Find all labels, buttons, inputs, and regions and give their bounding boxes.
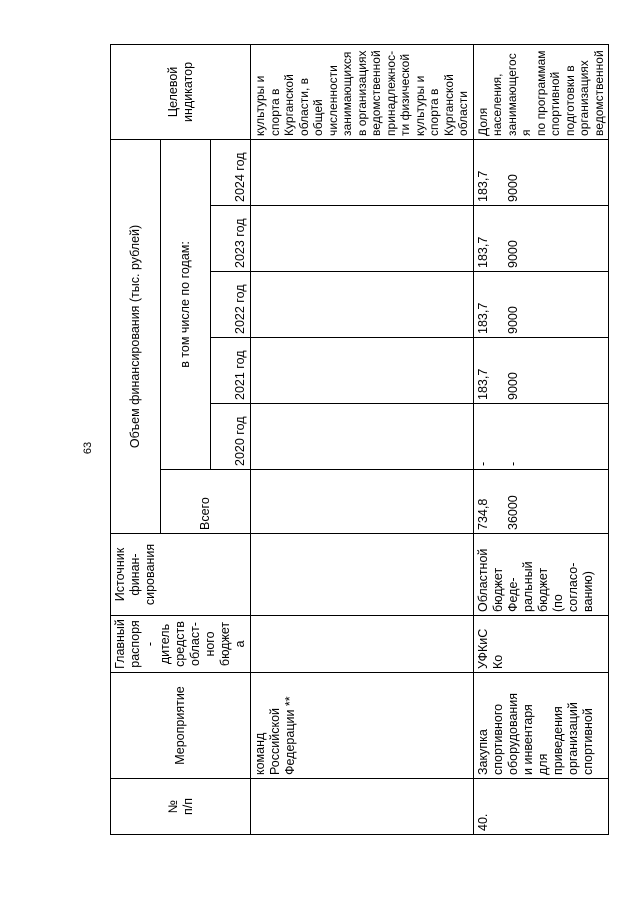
funding-table [110,44,609,835]
header-year-2020: 2020 год [211,404,251,470]
row-num: 40. [473,779,609,835]
row-admin: УФКиС Ко [473,616,609,673]
row-year-2023: 183,7 9000 [473,206,609,272]
rotated-table-container [110,45,606,835]
header-year-2024: 2024 год [211,139,251,205]
header-indicator: Целевой индикатор [111,44,251,139]
row-source: Областной бюджет Феде- ральный бюджет (по согласо- ванию) [473,534,609,616]
row-year-2020: - - [473,404,609,470]
header-year-2023: 2023 год [211,206,251,272]
row-indicator: Доля населения, занимающегося по программам спортивной подготовки в организациях ведомственной [473,44,609,139]
row-year-2021: 183,7 9000 [473,338,609,404]
row-year-2022 [251,272,474,338]
header-year-2022: 2022 год [211,272,251,338]
row-year-2020 [251,404,474,470]
row-source [251,534,474,616]
header-event: Мероприятие [111,673,251,779]
header-num: № п/п [111,779,251,835]
row-year-2024: 183,7 9000 [473,139,609,205]
row-indicator: культуры и спорта в Курганской области, в общей численности занимающихся в организациях ведомственной принадлежнос- ти физической культуры и спорта в Курганской области [251,44,474,139]
table-row [251,44,474,834]
row-year-2021 [251,338,474,404]
row-event: Закупка спортивного оборудования и инвентаря для приведения организаций спортивной [473,673,609,779]
row-total [251,470,474,534]
header-source: Источник финан- сирования [111,534,251,616]
header-by-years: в том числе по годам: [161,139,211,469]
row-num [251,779,474,835]
header-total: Всего [161,470,251,534]
row-year-2024 [251,139,474,205]
table-row [473,44,609,834]
row-year-2023 [251,206,474,272]
row-admin [251,616,474,673]
row-event: команд Российской Федерации ** [251,673,474,779]
row-year-2022: 183,7 9000 [473,272,609,338]
header-year-2021: 2021 год [211,338,251,404]
row-total: 734,8 36000 [473,470,609,534]
header-admin: Главный распоря- дитель средств област- ного бюджета [111,616,251,673]
header-funding: Объем финансирования (тыс. рублей) [111,139,161,533]
page-number: 63 [82,441,95,455]
